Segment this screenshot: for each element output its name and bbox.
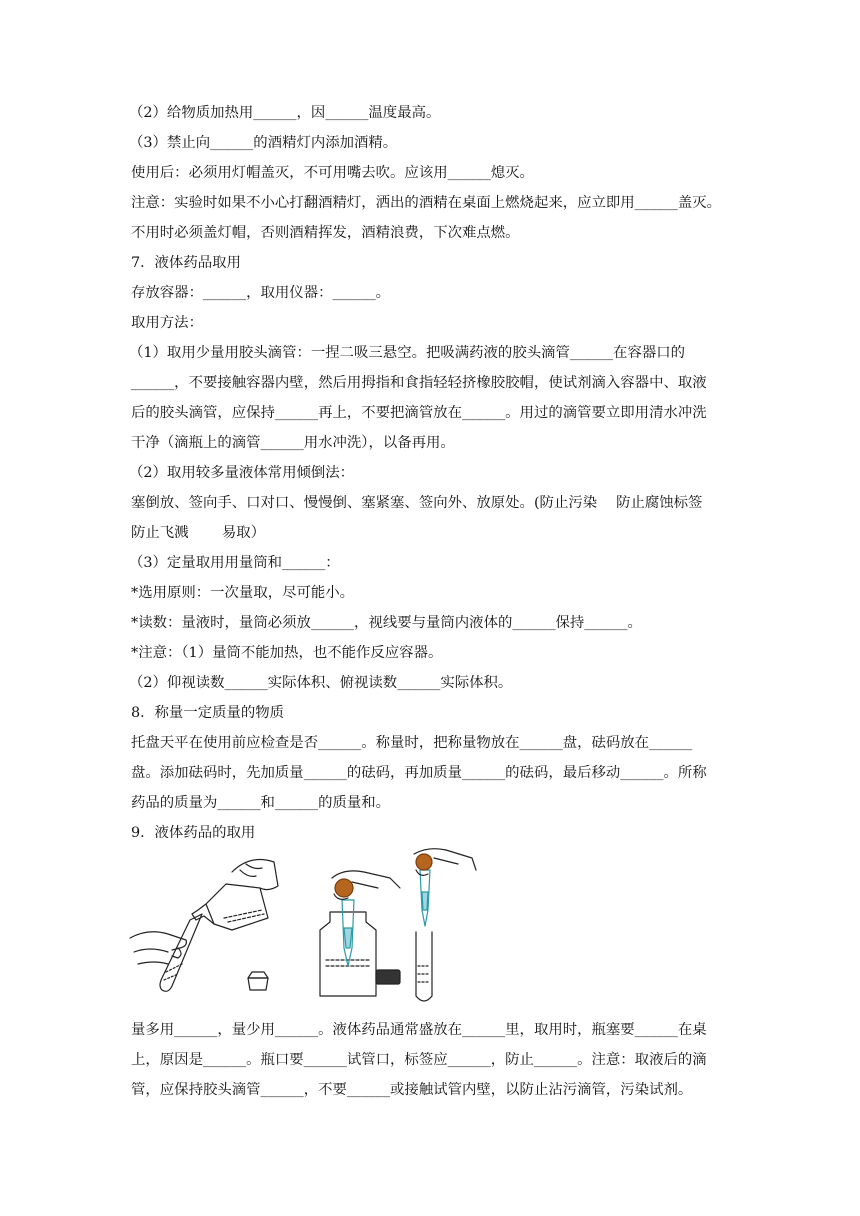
text-line: 注意：实验时如果不小心打翻酒精灯，洒出的酒精在桌面上燃烧起来，应立即用______盖灭。 xyxy=(131,195,722,211)
text-line: 使用后：必须用灯帽盖灭，不可用嘴去吹。应该用______熄灭。 xyxy=(131,165,534,181)
section-heading: 8．称量一定质量的物质 xyxy=(131,705,285,721)
liquid-handling-illustration xyxy=(128,848,478,1008)
text-line: ______，不要接触容器内壁，然后用拇指和食指轻轻挤橡胶胶帽，使试剂滴入容器中、取液 xyxy=(131,375,707,391)
hand-icon xyxy=(130,932,186,964)
text-line: （2）仰视读数______实际体积、俯视读数______实际体积。 xyxy=(129,675,513,691)
text-line: 存放容器：______，取用仪器：______。 xyxy=(131,285,391,301)
bottle-stopper xyxy=(376,970,400,984)
text-line: 上，原因是______。瓶口要______试管口，标签应______，防止______。注意：取液后的滴 xyxy=(131,1052,707,1068)
rubber-bulb xyxy=(416,854,432,870)
text-line: 干净（滴瓶上的滴管______用水冲洗），以备再用。 xyxy=(131,435,455,451)
text-line: *注意：（1）量筒不能加热，也不能作反应容器。 xyxy=(131,645,443,661)
section-heading: 7．液体药品取用 xyxy=(131,255,241,271)
text-line: 塞倒放、签向手、口对口、慢慢倒、塞紧塞、签向外、放原处。(防止污染 防止腐蚀标签 xyxy=(131,495,703,511)
text-line: 后的胶头滴管，应保持______再上，不要把滴管放在______。用过的滴管要立即用清水冲洗 xyxy=(131,405,707,421)
dropper-icon xyxy=(420,870,430,926)
reagent-bottle xyxy=(192,884,268,930)
bottle-stopper xyxy=(248,972,268,990)
text-line: （2）取用较多量液体常用倾倒法： xyxy=(129,465,355,481)
text-line: 盘。添加砝码时，先加质量______的砝码，再加质量______的砝码，最后移动______。所称 xyxy=(131,765,707,781)
text-line: 取用方法： xyxy=(131,315,203,331)
text-line: 不用时必须盖灯帽，否则酒精挥发，酒精浪费，下次难点燃。 xyxy=(131,225,520,241)
text-line: （2）给物质加热用______，因______温度最高。 xyxy=(129,105,441,121)
section-heading: 9．液体药品的取用 xyxy=(131,825,256,841)
test-tube xyxy=(416,932,432,1001)
rubber-bulb xyxy=(335,879,353,897)
dropper-icon xyxy=(342,900,354,966)
text-line: （1）取用少量用胶头滴管：一捏二吸三悬空。把吸满药液的胶头滴管______在容器口的 xyxy=(129,345,686,361)
text-line: *读数：量液时，量筒必须放______，视线要与量筒内液体的______保持______。 xyxy=(131,615,642,631)
dropper-bottle xyxy=(320,912,376,996)
text-line: *选用原则：一次量取，尽可能小。 xyxy=(131,585,355,601)
text-line: （3）定量取用用量筒和______： xyxy=(129,555,340,571)
text-line: （3）禁止向______的酒精灯内添加酒精。 xyxy=(129,135,398,151)
text-line: 托盘天平在使用前应检查是否______。称量时，把称量物放在______盘，砝码放在______ xyxy=(131,735,693,751)
text-line: 防止飞溅 易取） xyxy=(131,525,266,541)
text-line: 管，应保持胶头滴管______，不要______或接触试管内壁，以防止沾污滴管，污染试剂。 xyxy=(131,1082,693,1098)
text-line: 药品的质量为______和______的质量和。 xyxy=(131,795,391,811)
text-line: 量多用______，量少用______。液体药品通常盛放在______里，取用时，瓶塞要______在桌 xyxy=(131,1022,707,1038)
